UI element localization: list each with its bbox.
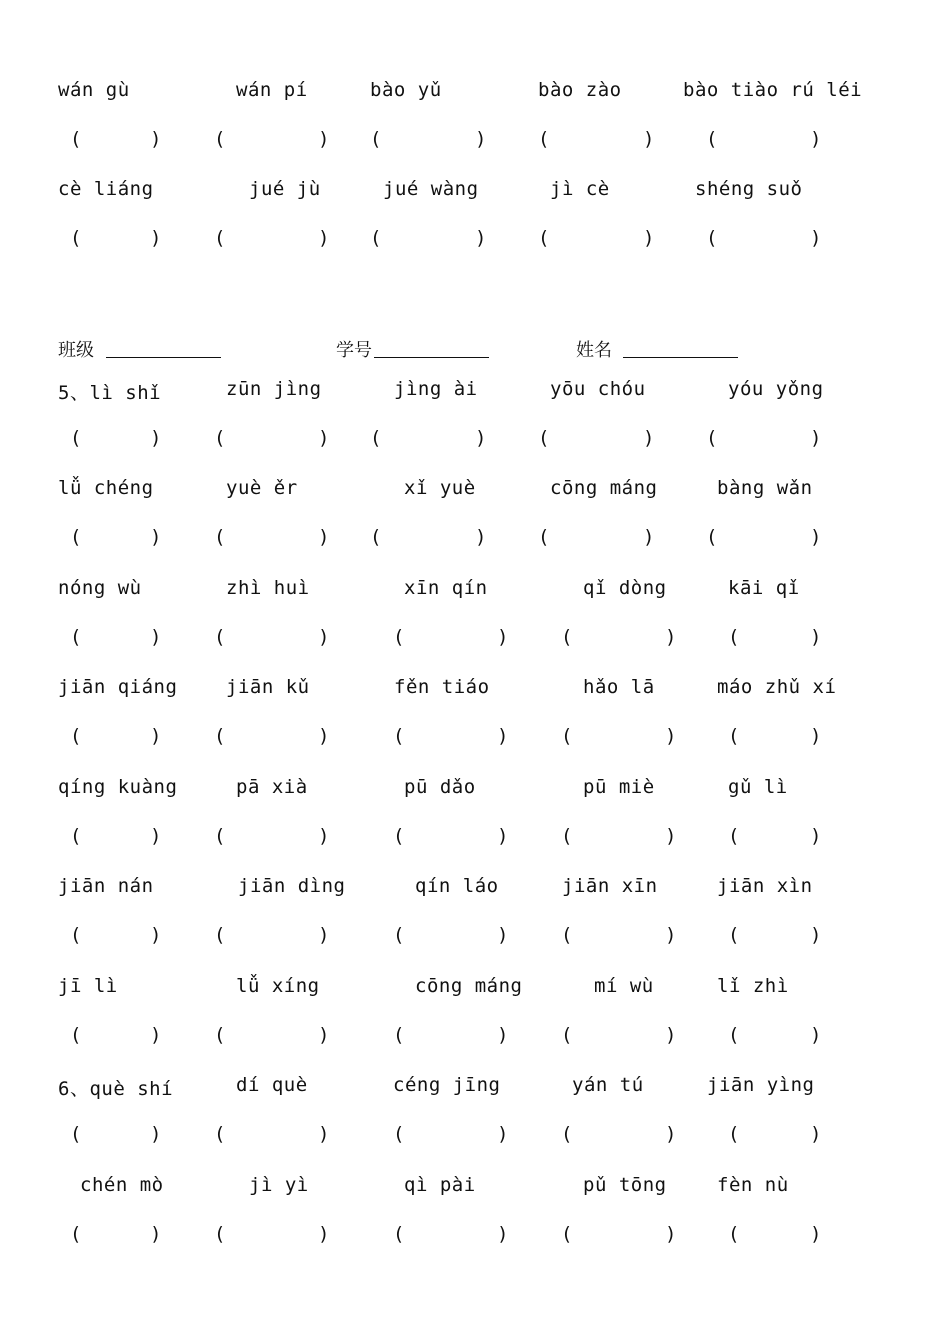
open-paren: ( xyxy=(393,1024,405,1046)
answer-blank[interactable] xyxy=(214,725,330,747)
close-paren: ) xyxy=(665,725,677,747)
open-paren: ( xyxy=(70,1223,82,1245)
close-paren: ) xyxy=(318,1024,330,1046)
open-paren: ( xyxy=(70,526,82,548)
pinyin-word: jiān dìng xyxy=(238,875,346,897)
answer-blank[interactable] xyxy=(561,626,677,648)
open-paren: ( xyxy=(561,1123,573,1145)
open-paren: ( xyxy=(214,725,226,747)
answer-blank[interactable] xyxy=(561,924,677,946)
answer-blank[interactable] xyxy=(214,1123,330,1145)
answer-blank[interactable] xyxy=(728,1024,822,1046)
open-paren: ( xyxy=(538,227,550,249)
open-paren: ( xyxy=(728,924,740,946)
answer-blank[interactable] xyxy=(393,1024,509,1046)
answer-blank[interactable] xyxy=(214,626,330,648)
open-paren: ( xyxy=(706,526,718,548)
pinyin-word: 5、lì shǐ xyxy=(58,382,162,404)
pinyin-word: bàng wǎn xyxy=(717,477,813,499)
close-paren: ) xyxy=(150,626,162,648)
answer-blank[interactable] xyxy=(370,427,487,449)
answer-blank[interactable] xyxy=(561,725,677,747)
close-paren: ) xyxy=(643,427,655,449)
close-paren: ) xyxy=(810,1024,822,1046)
close-paren: ) xyxy=(665,626,677,648)
close-paren: ) xyxy=(318,427,330,449)
student-info-header xyxy=(0,336,950,366)
pinyin-word: jué wàng xyxy=(383,178,479,200)
answer-blank[interactable] xyxy=(70,825,162,847)
close-paren: ) xyxy=(150,1123,162,1145)
open-paren: ( xyxy=(370,427,382,449)
answer-blank[interactable] xyxy=(393,1123,509,1145)
pinyin-word: yōu chóu xyxy=(550,378,646,400)
answer-blank[interactable] xyxy=(561,1024,677,1046)
close-paren: ) xyxy=(475,227,487,249)
pinyin-word: jī lì xyxy=(58,975,118,997)
close-paren: ) xyxy=(318,1123,330,1145)
close-paren: ) xyxy=(665,1024,677,1046)
open-paren: ( xyxy=(393,626,405,648)
answer-blank[interactable] xyxy=(214,825,330,847)
answer-blank[interactable] xyxy=(728,1123,822,1145)
pinyin-word: zhì huì xyxy=(226,577,310,599)
open-paren: ( xyxy=(70,626,82,648)
pinyin-word: máo zhǔ xí xyxy=(717,676,837,698)
open-paren: ( xyxy=(370,227,382,249)
answer-blank[interactable] xyxy=(561,1123,677,1145)
answer-blank[interactable] xyxy=(706,427,822,449)
pinyin-word: jiān kǔ xyxy=(226,676,310,698)
answer-blank[interactable] xyxy=(370,128,487,150)
open-paren: ( xyxy=(214,626,226,648)
pinyin-word: cè liáng xyxy=(58,178,154,200)
open-paren: ( xyxy=(538,427,550,449)
answer-blank[interactable] xyxy=(728,1223,822,1245)
close-paren: ) xyxy=(475,427,487,449)
answer-blank[interactable] xyxy=(538,128,655,150)
open-paren: ( xyxy=(214,924,226,946)
open-paren: ( xyxy=(561,626,573,648)
answer-blank[interactable] xyxy=(393,825,509,847)
answer-blank[interactable] xyxy=(214,924,330,946)
close-paren: ) xyxy=(475,128,487,150)
open-paren: ( xyxy=(561,1024,573,1046)
pinyin-word: nóng wù xyxy=(58,577,142,599)
pinyin-word: pǔ tōng xyxy=(583,1174,667,1196)
answer-blank[interactable] xyxy=(728,725,822,747)
answer-blank[interactable] xyxy=(728,626,822,648)
pinyin-word: kāi qǐ xyxy=(728,577,800,599)
pinyin-word: zūn jìng xyxy=(226,378,322,400)
pinyin-word: jì cè xyxy=(550,178,610,200)
open-paren: ( xyxy=(370,526,382,548)
pinyin-word: lǐ zhì xyxy=(717,975,789,997)
pinyin-word: yán tú xyxy=(572,1074,644,1096)
close-paren: ) xyxy=(318,825,330,847)
answer-blank[interactable] xyxy=(214,128,330,150)
pinyin-word: céng jīng xyxy=(393,1074,501,1096)
open-paren: ( xyxy=(561,725,573,747)
pinyin-word: qíng kuàng xyxy=(58,776,178,798)
answer-blank[interactable] xyxy=(538,227,655,249)
pinyin-word: jué jù xyxy=(249,178,321,200)
pinyin-word: lǚ chéng xyxy=(58,477,154,499)
answer-blank[interactable] xyxy=(370,526,487,548)
close-paren: ) xyxy=(318,227,330,249)
name-label: 姓名 xyxy=(576,340,612,361)
pinyin-word: fèn nù xyxy=(717,1174,789,1196)
answer-blank[interactable] xyxy=(706,526,822,548)
pinyin-word: cōng máng xyxy=(415,975,523,997)
pinyin-word: yuè ěr xyxy=(226,477,298,499)
answer-blank[interactable] xyxy=(70,626,162,648)
open-paren: ( xyxy=(370,128,382,150)
open-paren: ( xyxy=(706,227,718,249)
pinyin-word: gǔ lì xyxy=(728,776,788,798)
answer-blank[interactable] xyxy=(214,526,330,548)
open-paren: ( xyxy=(393,924,405,946)
close-paren: ) xyxy=(318,128,330,150)
close-paren: ) xyxy=(150,1024,162,1046)
pinyin-word: cōng máng xyxy=(550,477,658,499)
answer-blank[interactable] xyxy=(70,1024,162,1046)
answer-blank[interactable] xyxy=(70,725,162,747)
close-paren: ) xyxy=(665,1123,677,1145)
answer-blank[interactable] xyxy=(393,626,509,648)
open-paren: ( xyxy=(728,1123,740,1145)
answer-blank[interactable] xyxy=(393,725,509,747)
open-paren: ( xyxy=(214,227,226,249)
pinyin-word: xǐ yuè xyxy=(404,477,476,499)
pinyin-word: shéng suǒ xyxy=(695,178,803,200)
pinyin-word: pū miè xyxy=(583,776,655,798)
close-paren: ) xyxy=(318,526,330,548)
answer-blank[interactable] xyxy=(393,924,509,946)
close-paren: ) xyxy=(810,1123,822,1145)
close-paren: ) xyxy=(318,924,330,946)
answer-blank[interactable] xyxy=(538,427,655,449)
answer-blank[interactable] xyxy=(214,427,330,449)
pinyin-word: qǐ dòng xyxy=(583,577,667,599)
close-paren: ) xyxy=(497,825,509,847)
open-paren: ( xyxy=(393,825,405,847)
open-paren: ( xyxy=(728,1024,740,1046)
open-paren: ( xyxy=(393,1123,405,1145)
pinyin-word: jiān xìn xyxy=(717,875,813,897)
close-paren: ) xyxy=(150,825,162,847)
open-paren: ( xyxy=(561,825,573,847)
answer-blank[interactable] xyxy=(70,526,162,548)
open-paren: ( xyxy=(70,1123,82,1145)
pinyin-word: pā xià xyxy=(236,776,308,798)
pinyin-word: dí què xyxy=(236,1074,308,1096)
close-paren: ) xyxy=(497,924,509,946)
answer-blank[interactable] xyxy=(70,1123,162,1145)
pinyin-word: bào tiào rú léi xyxy=(683,79,863,101)
pinyin-word: jiān qiáng xyxy=(58,676,178,698)
pinyin-word: jiān xīn xyxy=(562,875,658,897)
pinyin-word: jiān nán xyxy=(58,875,154,897)
open-paren: ( xyxy=(538,526,550,548)
close-paren: ) xyxy=(497,1024,509,1046)
close-paren: ) xyxy=(643,128,655,150)
open-paren: ( xyxy=(706,128,718,150)
answer-blank[interactable] xyxy=(214,227,330,249)
open-paren: ( xyxy=(214,1024,226,1046)
close-paren: ) xyxy=(810,924,822,946)
answer-blank[interactable] xyxy=(70,924,162,946)
open-paren: ( xyxy=(70,825,82,847)
close-paren: ) xyxy=(150,128,162,150)
close-paren: ) xyxy=(150,1223,162,1245)
answer-blank[interactable] xyxy=(214,1223,330,1245)
answer-blank[interactable] xyxy=(214,1024,330,1046)
open-paren: ( xyxy=(728,825,740,847)
close-paren: ) xyxy=(318,1223,330,1245)
close-paren: ) xyxy=(497,626,509,648)
answer-blank[interactable] xyxy=(393,1223,509,1245)
pinyin-word: mí wù xyxy=(594,975,654,997)
answer-blank[interactable] xyxy=(706,227,822,249)
pinyin-word: hǎo lā xyxy=(583,676,655,698)
answer-blank[interactable] xyxy=(728,924,822,946)
answer-blank[interactable] xyxy=(561,1223,677,1245)
close-paren: ) xyxy=(150,427,162,449)
answer-blank[interactable] xyxy=(706,128,822,150)
close-paren: ) xyxy=(810,427,822,449)
pinyin-word: bào zào xyxy=(538,79,622,101)
open-paren: ( xyxy=(70,227,82,249)
open-paren: ( xyxy=(728,1223,740,1245)
close-paren: ) xyxy=(318,725,330,747)
open-paren: ( xyxy=(393,725,405,747)
close-paren: ) xyxy=(665,825,677,847)
open-paren: ( xyxy=(70,924,82,946)
close-paren: ) xyxy=(810,825,822,847)
pinyin-word: fěn tiáo xyxy=(394,676,490,698)
pinyin-word: qì pài xyxy=(404,1174,476,1196)
open-paren: ( xyxy=(214,526,226,548)
pinyin-word: bào yǔ xyxy=(370,79,442,101)
pinyin-word: wán gù xyxy=(58,79,130,101)
answer-blank[interactable] xyxy=(561,825,677,847)
close-paren: ) xyxy=(665,1223,677,1245)
pinyin-word: wán pí xyxy=(236,79,308,101)
close-paren: ) xyxy=(497,725,509,747)
open-paren: ( xyxy=(214,825,226,847)
answer-blank[interactable] xyxy=(70,1223,162,1245)
open-paren: ( xyxy=(214,128,226,150)
class-blank-line[interactable] xyxy=(106,357,221,358)
close-paren: ) xyxy=(497,1123,509,1145)
close-paren: ) xyxy=(150,227,162,249)
open-paren: ( xyxy=(728,725,740,747)
name-blank-line[interactable] xyxy=(623,357,738,358)
pinyin-word: pū dǎo xyxy=(404,776,476,798)
open-paren: ( xyxy=(393,1223,405,1245)
close-paren: ) xyxy=(810,626,822,648)
open-paren: ( xyxy=(70,725,82,747)
answer-blank[interactable] xyxy=(70,227,162,249)
close-paren: ) xyxy=(810,1223,822,1245)
open-paren: ( xyxy=(70,128,82,150)
open-paren: ( xyxy=(70,427,82,449)
open-paren: ( xyxy=(214,1223,226,1245)
close-paren: ) xyxy=(150,924,162,946)
close-paren: ) xyxy=(810,227,822,249)
student-number-blank-line[interactable] xyxy=(374,357,489,358)
student-number-label: 学号 xyxy=(336,340,372,361)
answer-blank[interactable] xyxy=(538,526,655,548)
answer-blank[interactable] xyxy=(370,227,487,249)
pinyin-word: 6、què shí xyxy=(58,1078,174,1100)
close-paren: ) xyxy=(643,227,655,249)
open-paren: ( xyxy=(561,924,573,946)
pinyin-word: jìng ài xyxy=(394,378,478,400)
close-paren: ) xyxy=(475,526,487,548)
answer-blank[interactable] xyxy=(70,128,162,150)
pinyin-word: jì yì xyxy=(249,1174,309,1196)
close-paren: ) xyxy=(497,1223,509,1245)
pinyin-word: yóu yǒng xyxy=(728,378,824,400)
pinyin-word: qín láo xyxy=(415,875,499,897)
class-label: 班级 xyxy=(58,340,94,361)
close-paren: ) xyxy=(150,725,162,747)
open-paren: ( xyxy=(538,128,550,150)
pinyin-word: jiān yìng xyxy=(707,1074,815,1096)
close-paren: ) xyxy=(318,626,330,648)
open-paren: ( xyxy=(214,427,226,449)
open-paren: ( xyxy=(728,626,740,648)
open-paren: ( xyxy=(214,1123,226,1145)
answer-blank[interactable] xyxy=(70,427,162,449)
open-paren: ( xyxy=(706,427,718,449)
close-paren: ) xyxy=(810,526,822,548)
close-paren: ) xyxy=(643,526,655,548)
answer-blank[interactable] xyxy=(728,825,822,847)
pinyin-word: xīn qín xyxy=(404,577,488,599)
pinyin-word: chén mò xyxy=(80,1174,164,1196)
close-paren: ) xyxy=(810,725,822,747)
close-paren: ) xyxy=(150,526,162,548)
close-paren: ) xyxy=(810,128,822,150)
pinyin-word: lǚ xíng xyxy=(236,975,320,997)
close-paren: ) xyxy=(665,924,677,946)
open-paren: ( xyxy=(70,1024,82,1046)
open-paren: ( xyxy=(561,1223,573,1245)
